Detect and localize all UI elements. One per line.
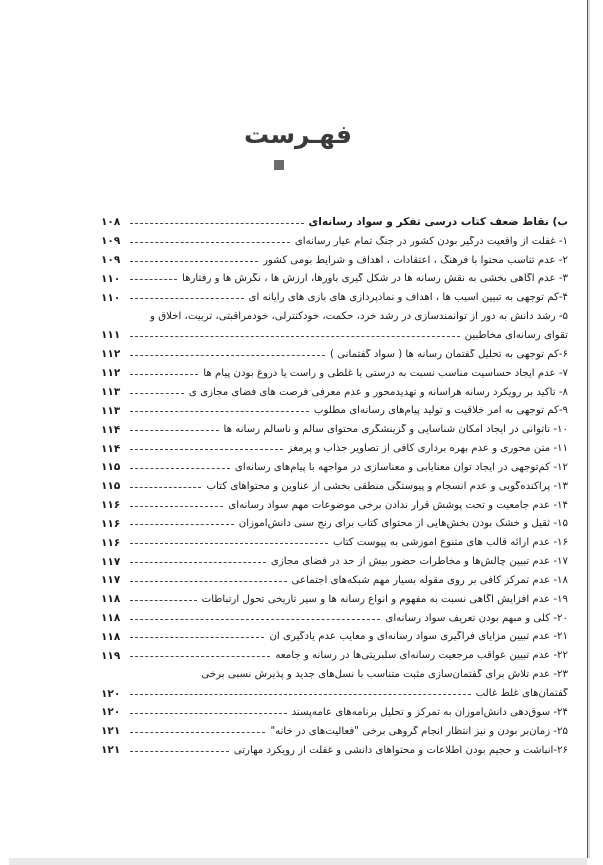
- toc-entry-title: ۲۳- عدم تلاش برای گفتمان‌سازی مثبت متناسب با نسل‌های جدید و پذیرش نسبی برخی: [201, 669, 568, 681]
- toc-entry: [101, 628, 568, 647]
- toc-entry: [101, 401, 568, 420]
- toc-entry-title: ۶-کم توجهی به تحلیل گفتمان رسانه ها ( سواد گفتمانی ): [329, 348, 568, 360]
- toc-leader-dashes: [130, 374, 198, 375]
- toc-page-number: ۱۱۶: [101, 499, 121, 512]
- page-title: فهـرست: [243, 120, 353, 149]
- toc-entry-title: ۲- عدم تناسب محتوا با فرهنگ ، اعتقادات ، اهداف و شرایط بومی کشور: [262, 254, 568, 266]
- toc-leader-dashes: [130, 487, 201, 488]
- toc-page-number: ۱۱۰: [101, 272, 121, 285]
- toc-page-number: ۱۰۸: [101, 216, 121, 229]
- toc-leader-dashes: [130, 411, 309, 412]
- toc-entry: [101, 270, 568, 289]
- toc-entry-title: ۱۷- عدم تبیین چالش‌ها و مخاطرات حضور بیش از حد در فضای مجازی: [270, 556, 568, 568]
- toc-leader-dashes: [130, 656, 270, 657]
- toc-leader-dashes: [130, 242, 290, 243]
- toc-entry: [101, 458, 568, 477]
- toc-page-number: ۱۰۹: [101, 235, 121, 248]
- table-of-contents: [101, 213, 568, 759]
- toc-leader-dashes: [130, 543, 328, 544]
- toc-entry: [101, 684, 568, 703]
- toc-entry-title: ۷- عدم ایجاد حساسیت مناسب نسبت به درستی یا غلطی و راست یا دروغ بودن پیام ها: [203, 367, 568, 379]
- toc-entry: [101, 515, 568, 534]
- toc-entry: [101, 533, 568, 552]
- toc-page-number: ۱۱۴: [101, 442, 121, 455]
- toc-leader-dashes: [130, 562, 266, 563]
- toc-page-number: ۱۲۰: [101, 706, 121, 719]
- toc-entry-title: ۵- رشد دانش به دور از توانمندسازی در رشد خرد، حکمت، خودکنترلی، خودمراقبتی، تربیت، اخلاق و: [150, 311, 568, 323]
- toc-page-number: ۱۲۱: [101, 725, 121, 738]
- toc-page-number: ۱۱۲: [101, 367, 121, 380]
- toc-entry: [101, 420, 568, 439]
- toc-page-number: ۱۱۴: [101, 423, 121, 436]
- toc-page-number: ۱۱۶: [101, 536, 121, 549]
- toc-entry-title: ۲۴- سوق‌دهی دانش‌آموزان به تمرکز و تحلیل برنامه‌های عامه‌پسند: [291, 706, 568, 718]
- toc-page-number: ۱۱۵: [101, 480, 121, 493]
- toc-page-number: ۱۱۶: [101, 517, 121, 530]
- toc-leader-dashes: [130, 449, 283, 450]
- toc-entry: [101, 665, 568, 684]
- toc-entry-title: ۲۵- زمان‌بر بودن و نیز انتظار انجام گروهی برخی "فعالیت‌های در خانه": [270, 725, 568, 737]
- toc-entry-title: ۱۲- کم‌توجهی در ایجاد توان معنایابی و معناسازی در مواجهه با پیام‌های رسانه‌ای: [234, 461, 568, 473]
- toc-entry-title: ۲۶-انباشت و حجیم بودن اطلاعات و محتواهای دانشی و غفلت از رویکرد مهارتی: [233, 744, 568, 756]
- toc-entry: [101, 552, 568, 571]
- toc-leader-dashes: [130, 524, 234, 525]
- toc-leader-dashes: [130, 261, 258, 262]
- toc-page-number: ۱۰۹: [101, 254, 121, 267]
- toc-entry: [101, 722, 568, 741]
- toc-entry: [101, 345, 568, 364]
- toc-entry: [101, 646, 568, 665]
- toc-entry-title: ۹-کم توجهی به امر خلاقیت و تولید پیام‌های رسانه‌ای مطلوب: [313, 405, 568, 417]
- toc-entry-title: ۲۱- عدم تبیین مزایای فراگیری سواد رسانه‌ای و معایب عدم یادگیری آن: [269, 631, 568, 643]
- toc-page-number: ۱۱۷: [101, 555, 121, 568]
- toc-entry-title: ۸- تأکید بر رویکرد رسانه هراسانه و تهدیدمحور و عدم معرفی فرصت های فضای مجازی ی: [188, 386, 568, 398]
- toc-entry-title: ۳- عدم آگاهی بخشی به نقش رسانه ها در شکل گیری باورها، ارزش ها ، نگرش ها و رفتارها: [182, 273, 568, 285]
- toc-entry-title: ۱۱- متن محوری و عدم بهره برداری کافی از تصاویر جذاب و پرمغز: [287, 443, 568, 455]
- toc-page-number: ۱۱۸: [101, 612, 121, 625]
- toc-page-number: ۱۱۰: [101, 291, 121, 304]
- toc-leader-dashes: [130, 619, 380, 620]
- toc-leader-dashes: [130, 600, 197, 601]
- toc-leader-dashes: [130, 430, 219, 431]
- toc-entry-title: ۱- غفلت از واقعیت درگیر بودن کشور در جنگ تمام عیار رسانه‌ای: [294, 235, 568, 247]
- page-edge: [9, 858, 587, 865]
- toc-section-heading: [101, 213, 568, 232]
- toc-leader-dashes: [130, 751, 229, 752]
- toc-entry-title: ۲۰- کلی و مبهم بودن تعریف سواد رسانه‌ای: [385, 612, 568, 624]
- toc-leader-dashes: [130, 355, 325, 356]
- toc-entry: [101, 496, 568, 515]
- toc-leader-dashes: [130, 393, 184, 394]
- toc-entry-title: تقوای رسانه‌ای مخاطبین: [464, 329, 568, 341]
- toc-entry: [101, 477, 568, 496]
- toc-leader-dashes: [130, 279, 177, 280]
- title-square-ornament: [274, 160, 284, 170]
- toc-entry-title: ۱۵- ثقیل و خشک بودن بخش‌هایی از محتوای کتاب برای رنج سنی دانش‌آموزان: [238, 518, 568, 530]
- toc-page-number: ۱۱۵: [101, 461, 121, 474]
- toc-entry-title: ۱۳- پراکنده‌گویی و عدم انسجام و پیوستگی منطقی بخشی از عناوین و محتواهای کتاب: [206, 480, 568, 492]
- toc-entry-title: گفتمان‌های غلط غالب: [475, 688, 568, 700]
- document-page: [9, 0, 588, 858]
- toc-entry: [101, 383, 568, 402]
- toc-page-number: ۱۱۹: [101, 649, 121, 662]
- toc-leader-dashes: [130, 694, 471, 695]
- toc-entry: [101, 251, 568, 270]
- toc-page-number: ۱۲۰: [101, 687, 121, 700]
- toc-leader-dashes: [130, 506, 223, 507]
- toc-page-number: ۱۱۲: [101, 348, 121, 361]
- toc-entry: [101, 232, 568, 251]
- toc-leader-dashes: [130, 732, 265, 733]
- toc-entry-title: ۱۰- ناتوانی در ایجاد امکان شناسایی و گزینشگری محتوای سالم و ناسالم رسانه ها: [223, 424, 568, 436]
- toc-entry-title: ۴-کم توجهی به تبیین آسیب ها ، اهداف و نمادپردازی های بازی های رایانه ای: [248, 292, 568, 304]
- toc-entry: [101, 439, 568, 458]
- toc-entry-title: ۱۴- عدم جامعیت و تحت پوشش قرار ندادن برخی موضوعات مهم سواد رسانه‌ای: [228, 499, 568, 511]
- toc-page-number: ۱۱۳: [101, 386, 121, 399]
- toc-page-number: ۱۱۸: [101, 630, 121, 643]
- toc-entry: [101, 609, 568, 628]
- toc-page-number: ۱۱۷: [101, 574, 121, 587]
- toc-entry: [101, 741, 568, 760]
- toc-page-number: ۱۱۸: [101, 593, 121, 606]
- toc-leader-dashes: [130, 637, 264, 638]
- toc-entry-title: ب) نقاط ضعف کتاب درسی تفکر و سواد رسانه‌ای: [308, 216, 568, 229]
- toc-entry-title: ۱۶- عدم ارائه قالب های متنوع آموزشی به پیوست کتاب: [333, 537, 568, 549]
- toc-entry: [101, 326, 568, 345]
- toc-leader-dashes: [130, 713, 287, 714]
- toc-entry: [101, 571, 568, 590]
- toc-page-number: ۱۱۳: [101, 404, 121, 417]
- toc-entry-title: ۲۲- عدم تبیین عواقب مرجعیت رسانه‌ای سلبریتی‌ها در رسانه و جامعه: [275, 650, 568, 662]
- toc-page-number: ۱۲۱: [101, 744, 121, 757]
- toc-page-number: ۱۱۱: [101, 329, 121, 342]
- toc-leader-dashes: [130, 468, 230, 469]
- toc-entry-title: ۱۹- عدم افزایش آگاهی نسبت به مفهوم و انواع رسانه ها و سیر تاریخی تحول ارتباطات: [201, 593, 568, 605]
- toc-entry: [101, 288, 568, 307]
- toc-entry: [101, 307, 568, 326]
- toc-entry: [101, 703, 568, 722]
- toc-leader-dashes: [130, 298, 244, 299]
- toc-leader-dashes: [130, 223, 304, 224]
- toc-entry-title: ۱۸- عدم تمرکز کافی بر روی مقوله بسیار مهم شبکه‌های اجتماعی: [291, 574, 568, 586]
- toc-entry: [101, 590, 568, 609]
- toc-entry: [101, 364, 568, 383]
- toc-leader-dashes: [130, 581, 287, 582]
- toc-leader-dashes: [130, 336, 460, 337]
